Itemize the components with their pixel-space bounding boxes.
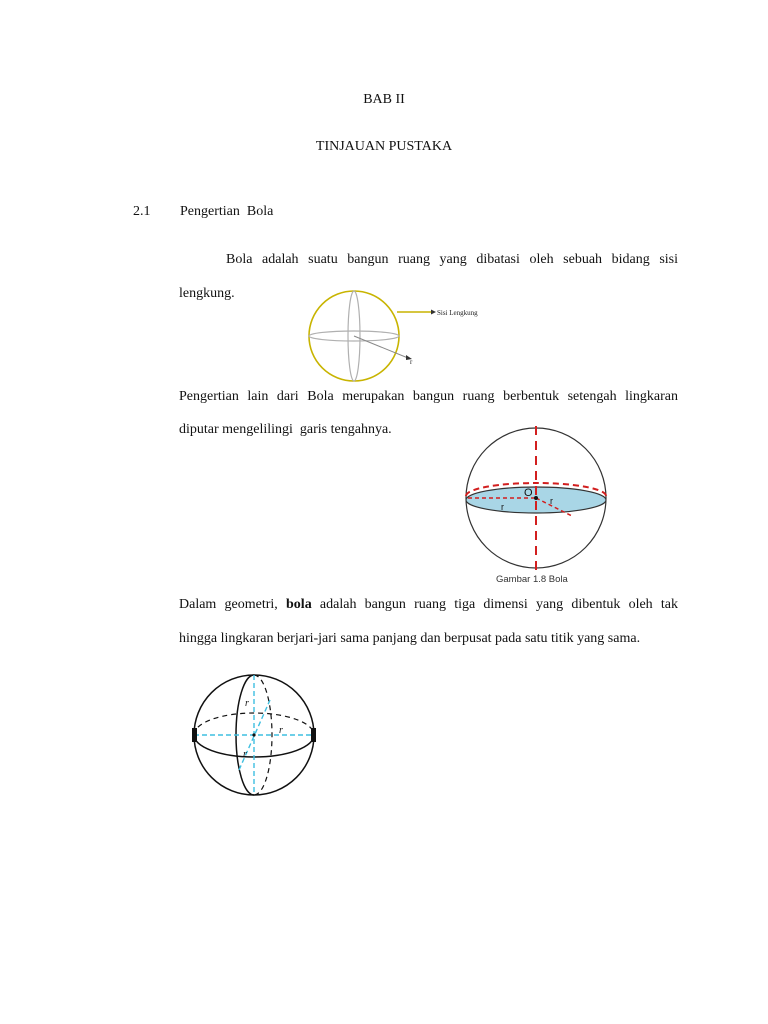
figure-caption: Gambar 1.8 Bola <box>496 574 568 585</box>
sphere-figure-1 <box>300 288 500 388</box>
paragraph-3-text-b: adalah bangun ruang tiga dimensi yang dibentuk oleh tak <box>311 597 679 612</box>
paragraph-3-line-2: hingga lingkaran berjari-jari sama panjang dan berpusat pada satu titik yang sama. <box>179 631 641 646</box>
section-number: 2.1 <box>133 204 151 219</box>
chapter-heading: BAB II <box>363 92 405 107</box>
surface-label: Sisi Lengkung <box>437 309 478 317</box>
radius-label-right: r <box>550 496 553 506</box>
sphere-figure-3 <box>190 670 320 800</box>
paragraph-3-bold-term: bola <box>286 597 312 612</box>
paragraph-1-line-1: Bola adalah suatu bangun ruang yang dibatasi oleh sebuah bidang sisi <box>226 252 678 267</box>
center-point <box>534 496 538 500</box>
radius-label-top: r <box>245 698 249 709</box>
right-marker <box>311 728 316 742</box>
chapter-title: TINJAUAN PUSTAKA <box>315 139 453 154</box>
radius-label-right: r <box>279 725 283 736</box>
radius-line <box>354 336 408 358</box>
equator-front <box>194 735 314 757</box>
surface-pointer-arrow <box>431 310 436 315</box>
center-label: O <box>524 487 533 499</box>
center-point <box>252 733 255 736</box>
paragraph-1-line-2: lengkung. <box>179 286 235 301</box>
section-title: Pengertian Bola <box>180 204 274 219</box>
left-marker <box>192 728 197 742</box>
paragraph-2-line-1: Pengertian lain dari Bola merupakan bangun ruang berbentuk setengah lingkaran <box>179 389 678 404</box>
paragraph-3-line-1 <box>179 598 678 612</box>
radius-label-left: r <box>501 502 504 512</box>
radius-label: r <box>410 358 413 366</box>
radius-label-bottom: r <box>243 749 247 760</box>
paragraph-2-line-2: diputar mengelilingi garis tengahnya. <box>179 422 392 437</box>
sphere-figure-2 <box>460 424 615 592</box>
paragraph-3-text-a: Dalam geometri, <box>179 597 287 612</box>
